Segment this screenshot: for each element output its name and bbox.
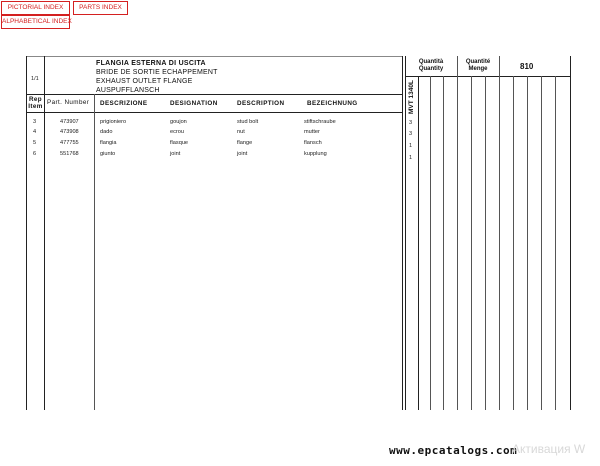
italian-cell: flangia bbox=[100, 140, 117, 146]
qty-left-border bbox=[405, 56, 406, 410]
quantity-label-fr: Quantité bbox=[465, 59, 491, 65]
part-number-divider bbox=[94, 94, 95, 410]
rep-header: Rep bbox=[28, 96, 43, 103]
title-french: BRIDE DE SORTIE ECHAPPEMENT bbox=[96, 69, 218, 76]
top-border bbox=[26, 56, 402, 57]
qty-cell: 1 bbox=[409, 143, 413, 149]
qty-col-9 bbox=[527, 76, 528, 410]
qty-col-8 bbox=[513, 76, 514, 410]
french-cell: joint bbox=[170, 151, 181, 157]
qty-col-11 bbox=[555, 76, 556, 410]
descrizione-header: DESCRIZIONE bbox=[100, 100, 148, 107]
title-english: EXHAUST OUTLET FLANGE bbox=[96, 78, 193, 85]
rep-divider bbox=[44, 56, 45, 410]
english-cell: nut bbox=[237, 129, 245, 135]
part-number-cell: 473908 bbox=[60, 129, 79, 135]
english-cell: flange bbox=[237, 140, 253, 146]
qty-col-5 bbox=[471, 76, 472, 410]
page-ref: 1/1 bbox=[31, 76, 39, 82]
qty-right-border bbox=[570, 56, 571, 410]
parts-index-button[interactable]: PARTS INDEX bbox=[73, 1, 128, 15]
part-number-cell: 477755 bbox=[60, 140, 79, 146]
site-watermark: www.epcatalogs.com bbox=[389, 444, 518, 457]
german-cell: mutter bbox=[304, 129, 320, 135]
header-separator bbox=[26, 94, 402, 95]
quantity-label-it: Quantità bbox=[418, 59, 444, 65]
column-header-separator bbox=[26, 112, 402, 113]
part-number-header: Part. Number bbox=[47, 99, 90, 106]
quantity-label-de: Menge bbox=[468, 66, 488, 72]
title-italian: FLANGIA ESTERNA DI USCITA bbox=[96, 60, 206, 67]
rep-cell: 5 bbox=[33, 140, 37, 146]
designation-header: DESIGNATION bbox=[170, 100, 218, 107]
model-label: MVT 1340L bbox=[408, 80, 415, 114]
qty-col-3 bbox=[443, 76, 444, 410]
item-header: Item bbox=[28, 103, 43, 110]
qty-cell: 1 bbox=[409, 155, 413, 161]
table-right-border bbox=[402, 56, 403, 410]
title-german: AUSPUFFLANSCH bbox=[96, 87, 160, 94]
english-cell: stud bolt bbox=[237, 119, 259, 125]
rep-item-header bbox=[28, 96, 43, 110]
qty-col-4 bbox=[457, 56, 458, 410]
rep-cell: 4 bbox=[33, 129, 37, 135]
italian-cell: dado bbox=[100, 129, 113, 135]
quantity-header-2 bbox=[457, 59, 499, 73]
french-cell: flasque bbox=[170, 140, 189, 146]
left-border bbox=[26, 56, 27, 410]
alphabetical-index-button[interactable]: ALPHABETICAL INDEX bbox=[1, 15, 70, 29]
qty-col-6 bbox=[485, 76, 486, 410]
rep-cell: 6 bbox=[33, 151, 37, 157]
quantity-label-en: Quantity bbox=[418, 66, 444, 72]
qty-col-10 bbox=[541, 76, 542, 410]
french-cell: ecrou bbox=[170, 129, 184, 135]
german-cell: kupplung bbox=[304, 151, 327, 157]
activation-overlay-text: Активация W bbox=[512, 442, 586, 456]
english-cell: joint bbox=[237, 151, 248, 157]
quantity-header-1 bbox=[409, 59, 453, 73]
qty-col-7 bbox=[499, 56, 500, 410]
italian-cell: prigioniero bbox=[100, 119, 127, 125]
description-header: DESCRIPTION bbox=[237, 100, 285, 107]
pictorial-index-button[interactable]: PICTORIAL INDEX bbox=[1, 1, 70, 15]
qty-col-2 bbox=[430, 76, 431, 410]
part-number-cell: 551768 bbox=[60, 151, 79, 157]
rep-cell: 3 bbox=[33, 119, 37, 125]
german-cell: stiftschraube bbox=[304, 119, 336, 125]
qty-cell: 3 bbox=[409, 120, 413, 126]
french-cell: goujon bbox=[170, 119, 187, 125]
bezeichnung-header: BEZEICHNUNG bbox=[307, 100, 358, 107]
qty-cell: 3 bbox=[409, 131, 413, 137]
qty-col-1 bbox=[418, 76, 419, 410]
italian-cell: giunto bbox=[100, 151, 116, 157]
german-cell: flansch bbox=[304, 140, 322, 146]
part-number-cell: 473907 bbox=[60, 119, 79, 125]
page-number: 810 bbox=[520, 62, 534, 71]
